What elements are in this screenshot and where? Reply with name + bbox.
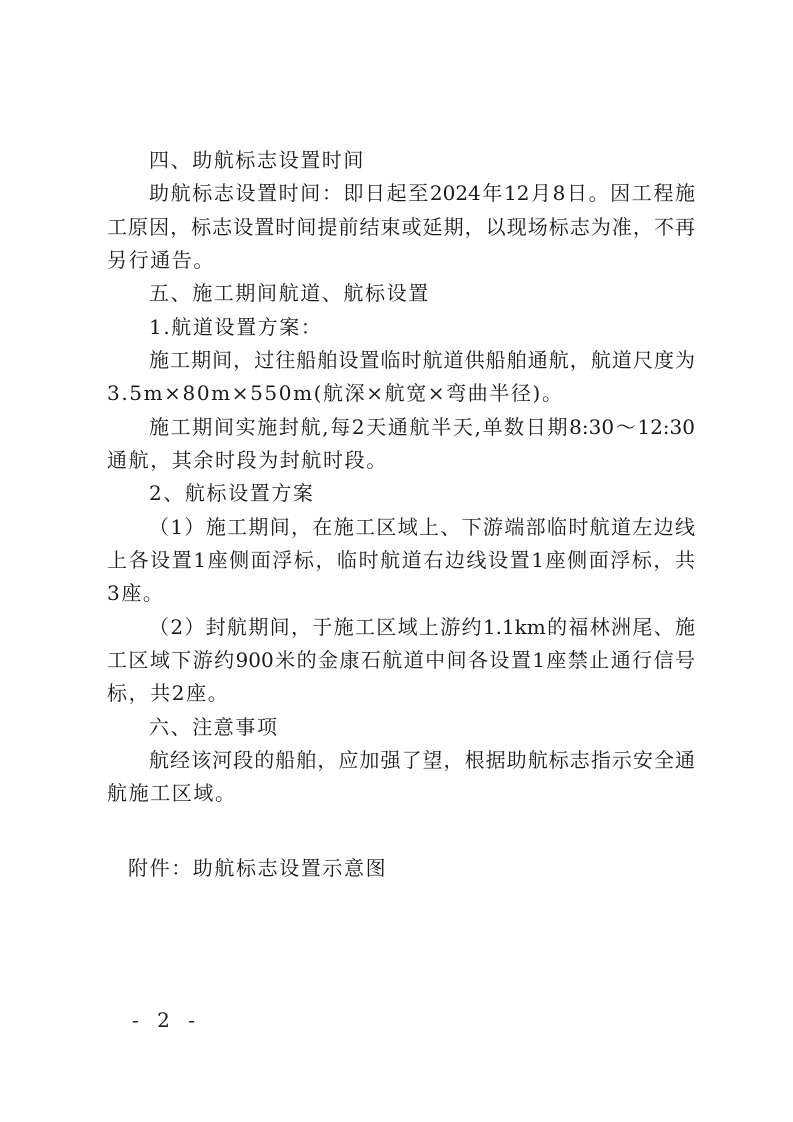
text-line: 3.5m×80m×550m(航深×航宽×弯曲半径)。 [107,381,564,405]
text-line: 六、注意事项 [149,715,279,739]
text-line: 另行通告。 [107,248,215,272]
text-line: 航经该河段的船舶，应加强了望，根据助航标志指示安全通 [149,748,695,772]
text-line: 四、助航标志设置时间 [149,148,365,172]
text-line: 1.航道设置方案： [149,315,323,339]
text-line: 施工期间，过往船舶设置临时航道供船舶通航，航道尺度为 [149,348,695,372]
text-line: （1）施工期间，在施工区域上、下游端部临时航道左边线 [149,515,695,539]
text-line: 2、航标设置方案 [149,481,315,505]
text-line: （2）封航期间，于施工区域上游约1.1km的福林洲尾、施 [149,615,695,639]
attachment-line: 附件：助航标志设置示意图 [128,856,388,880]
text-line: 五、施工期间航道、航标设置 [149,281,430,305]
text-line: 工区域下游约900米的金康石航道中间各设置1座禁止通行信号 [107,648,695,672]
text-line: 施工期间实施封航,每2天通航半天,单数日期8:30～12:30 [149,415,695,439]
text-line: 上各设置1座侧面浮标，临时航道右边线设置1座侧面浮标，共 [107,548,695,572]
page-number: - 2 - [132,1008,201,1032]
text-line: 标，共2座。 [107,681,230,705]
text-line: 工原因，标志设置时间提前结束或延期，以现场标志为准，不再 [107,215,695,239]
text-line: 航施工区域。 [107,781,237,805]
text-line: 3座。 [107,581,165,605]
text-line: 助航标志设置时间：即日起至2024年12月8日。因工程施 [149,181,695,205]
text-line: 通航，其余时段为封航时段。 [107,448,388,472]
